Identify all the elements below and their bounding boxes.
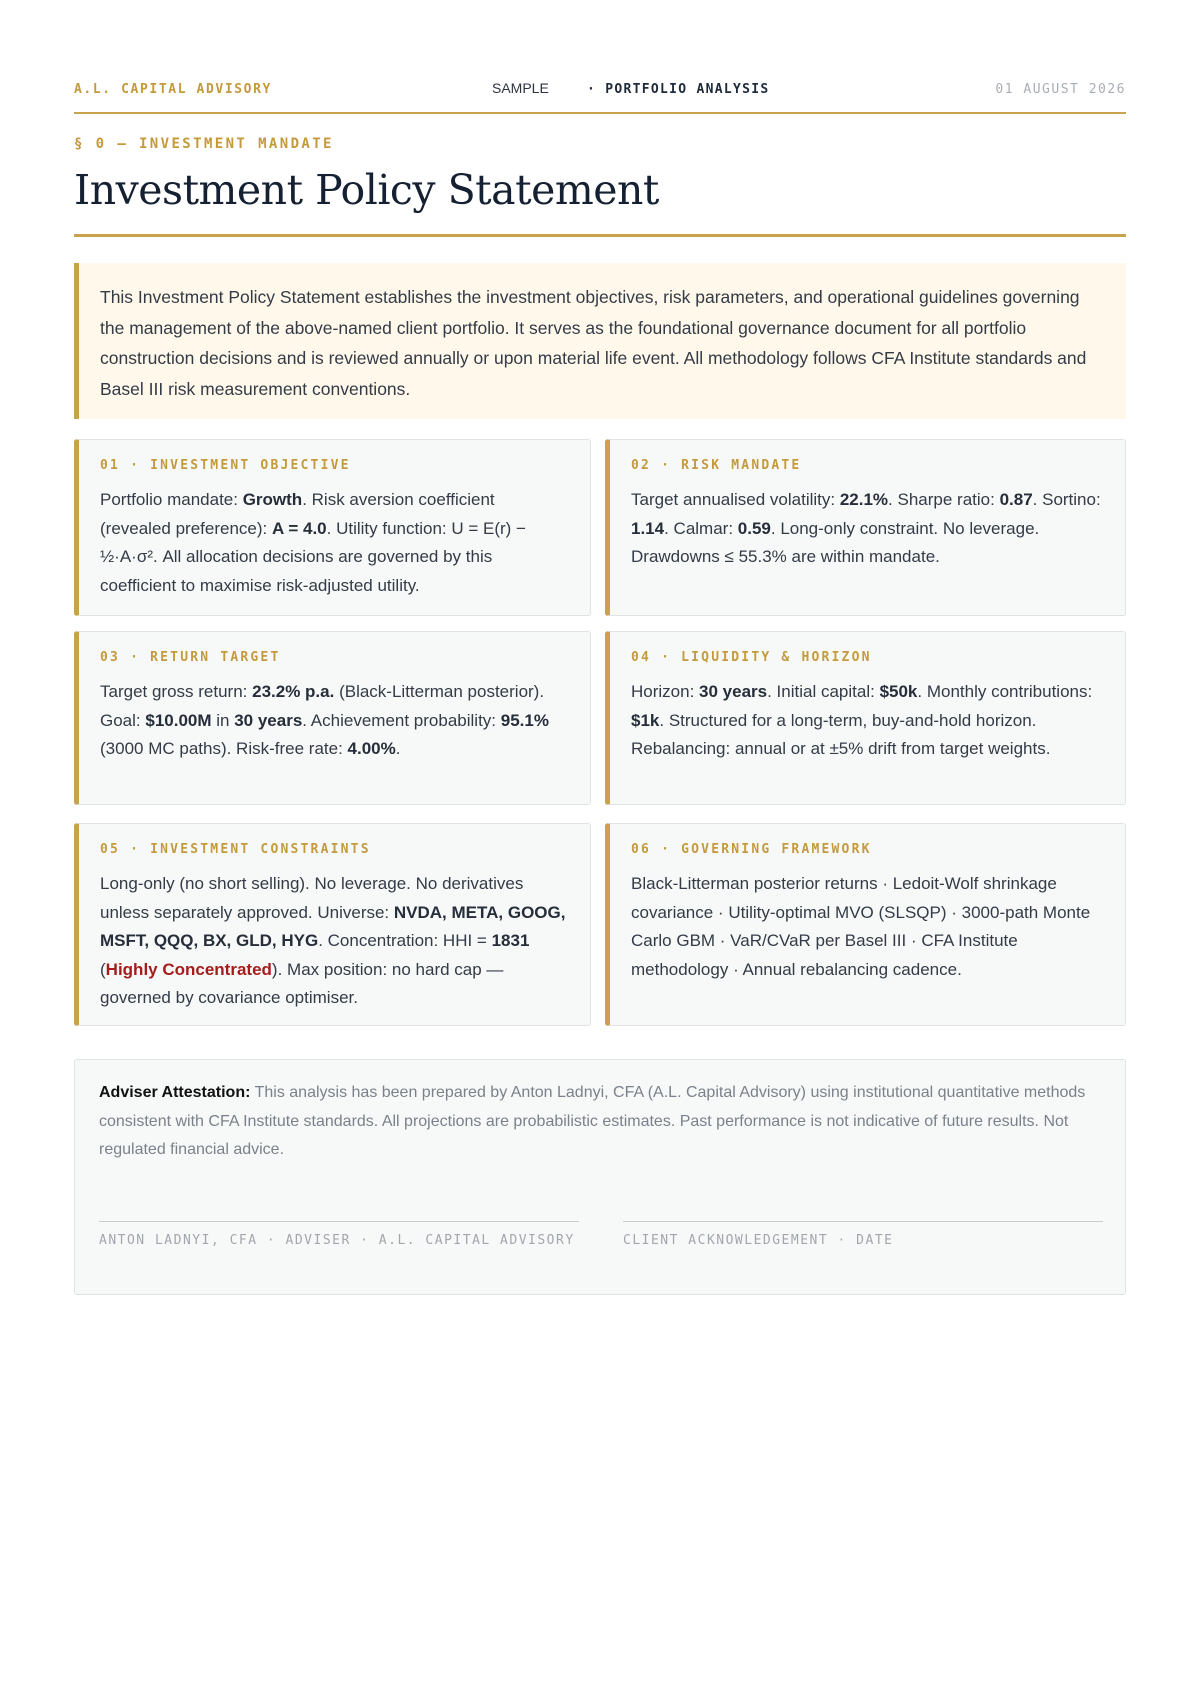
- card-governing-framework: [605, 823, 1126, 1026]
- card-investment-objective: [74, 439, 591, 616]
- card-body: [100, 870, 570, 1013]
- years-value: 30 years: [234, 710, 303, 730]
- adviser-attestation: [74, 1059, 1126, 1295]
- sample-label: SAMPLE: [492, 80, 549, 96]
- risk-aversion-value: A = 4.0: [271, 518, 327, 538]
- hhi-value: 1831: [491, 931, 530, 950]
- card-body: Black-Litterman posterior returns · Ledoit-Wolf shrinkage covariance · Utility-optimal MVO (SLSQP) · 3000-path Monte Carlo GBM · VaR/CVaR per Basel III · CFA Institute methodology · Annual rebalancing cadence.: [631, 874, 1091, 979]
- header-center: [492, 80, 770, 98]
- probability-value: 95.1%: [500, 710, 549, 730]
- page-title: Investment Policy Statement: [74, 166, 659, 214]
- card-investment-constraints: [74, 823, 591, 1026]
- text: . Sortino:: [1032, 490, 1101, 509]
- sortino-value: 1.14: [631, 518, 665, 538]
- intro-callout: [74, 263, 1126, 419]
- adviser-signature-label: ANTON LADNYI, CFA · ADVISER · A.L. CAPITAL ADVISORY: [99, 1233, 575, 1248]
- text: . Initial capital:: [767, 682, 880, 701]
- sharpe-value: 0.87: [999, 490, 1033, 509]
- card-return-target: [74, 631, 591, 805]
- client-signature-line: [623, 1221, 1103, 1253]
- report-date: 01 AUGUST 2026: [995, 82, 1126, 97]
- text: . Structured for a long-term, buy-and-hold horizon. Rebalancing: annual or at ±5% drift from target weights.: [631, 710, 1051, 758]
- document-type: · PORTFOLIO ANALYSIS: [587, 82, 770, 97]
- card-risk-mandate: [605, 439, 1126, 616]
- capital-value: $50k: [879, 682, 918, 701]
- text: . Achievement probability:: [302, 710, 501, 730]
- attestation-label: Adviser Attestation:: [99, 1084, 251, 1101]
- card-body: [100, 486, 570, 600]
- card-body: [631, 486, 1105, 572]
- card-title: 05 · INVESTMENT CONSTRAINTS: [100, 842, 371, 857]
- text: Portfolio mandate:: [100, 490, 243, 509]
- page-header: [74, 80, 1126, 114]
- calmar-value: 0.59: [737, 518, 771, 538]
- return-value: 23.2% p.a.: [252, 682, 335, 701]
- card-title: 04 · LIQUIDITY & HORIZON: [631, 650, 872, 665]
- text: . Calmar:: [664, 518, 738, 538]
- mandate-value: Growth: [242, 490, 303, 509]
- text: Long-only (no short selling). No leverage. No derivatives unless separately approved. Universe:: [100, 874, 524, 922]
- title-divider: [74, 234, 1126, 237]
- section-kicker: § 0 — INVESTMENT MANDATE: [74, 136, 334, 152]
- text: . Sharpe ratio:: [888, 490, 1000, 509]
- text: . Long-only constraint. No leverage. Drawdowns ≤ 55.3% are within mandate.: [631, 518, 1040, 566]
- text: (3000 MC paths). Risk-free rate:: [100, 739, 348, 758]
- text: (: [100, 959, 106, 979]
- adviser-signature-line: [99, 1221, 579, 1253]
- text: Horizon:: [631, 682, 700, 701]
- text: Target gross return:: [100, 682, 253, 701]
- goal-value: $10.00M: [145, 710, 212, 730]
- risk-free-value: 4.00%: [347, 739, 396, 758]
- attestation-body: This analysis has been prepared by Anton Ladnyi, CFA (A.L. Capital Advisory) using institutional quantitative methods consistent with CFA Institute standards. All projections are probabilistic estimates. Past performance is not indicative of future results. Not regulated financial advice.: [99, 1084, 1086, 1158]
- text: in: [211, 710, 235, 730]
- concentration-warning: Highly Concentrated: [105, 959, 272, 979]
- card-body: [631, 678, 1105, 764]
- brand-name: A.L. CAPITAL ADVISORY: [74, 82, 272, 97]
- text: (Black-Litterman posterior). Goal:: [100, 682, 545, 730]
- card-body: [100, 678, 570, 764]
- text: . Monthly contributions:: [917, 682, 1093, 701]
- universe-value: NVDA, META, GOOG, MSFT, QQQ, BX, GLD, HYG: [100, 902, 566, 950]
- text: .: [395, 739, 401, 758]
- monthly-value: $1k: [631, 710, 660, 730]
- card-title: 01 · INVESTMENT OBJECTIVE: [100, 458, 351, 473]
- horizon-value: 30 years: [699, 682, 768, 701]
- volatility-value: 22.1%: [839, 490, 889, 509]
- card-title: 06 · GOVERNING FRAMEWORK: [631, 842, 872, 857]
- intro-text: This Investment Policy Statement establishes the investment objectives, risk parameters, and operational guidelines governing the management of the above-named client portfolio. It serves as the foundational governance document for all portfolio construction decisions and is reviewed annually or upon material life event. All methodology follows CFA Institute standards and Basel III risk measurement conventions.: [100, 287, 1087, 399]
- card-liquidity-horizon: [605, 631, 1126, 805]
- text: Target annualised volatility:: [631, 490, 840, 509]
- attestation-text: [99, 1079, 1102, 1165]
- card-title: 03 · RETURN TARGET: [100, 650, 281, 665]
- text: ). Max position: no hard cap — governed by covariance optimiser.: [100, 959, 504, 1007]
- client-signature-label: CLIENT ACKNOWLEDGEMENT · DATE: [623, 1233, 894, 1248]
- text: . Risk aversion coefficient (revealed preference):: [100, 490, 495, 538]
- text: . Concentration: HHI =: [318, 931, 492, 950]
- text: . Utility function: U = E(r) − ½·A·σ². All allocation decisions are governed by this coefficient to maximise risk-adjusted utility.: [100, 518, 526, 595]
- card-title: 02 · RISK MANDATE: [631, 458, 802, 473]
